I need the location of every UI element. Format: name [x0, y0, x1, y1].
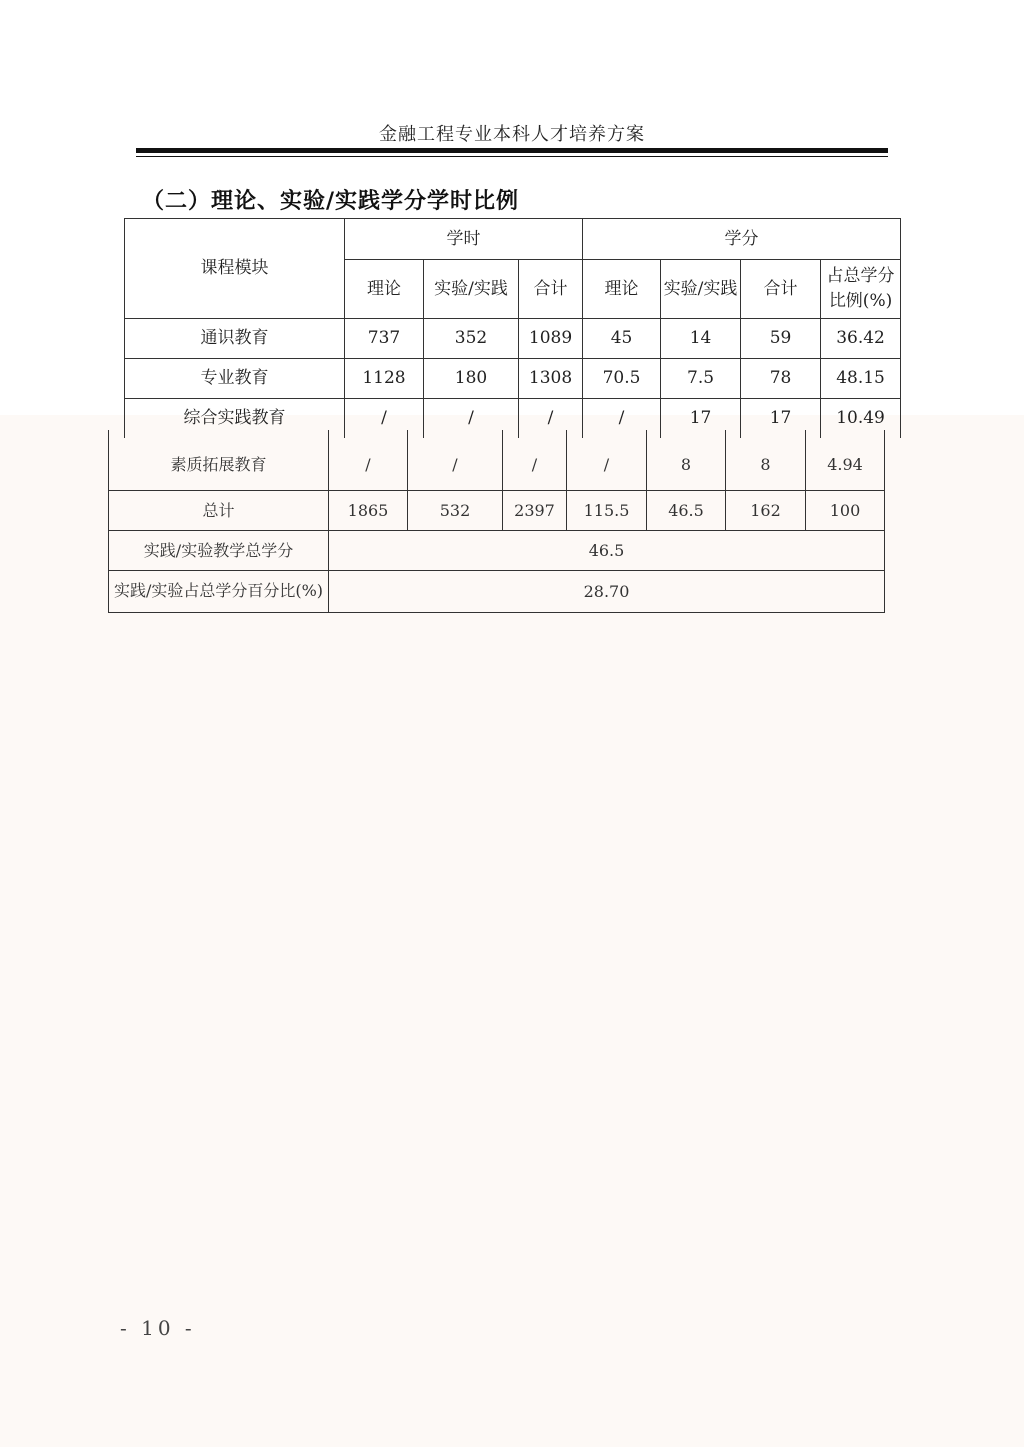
credits-total-cell: 8	[726, 430, 806, 491]
summary-value-cell: 46.5	[329, 531, 885, 571]
hours-total-cell: 2397	[503, 491, 567, 531]
credits-total-cell: 78	[741, 359, 821, 399]
credits-practice-cell: 7.5	[661, 359, 741, 399]
table-header-row	[125, 219, 901, 260]
credit-hours-table-upper	[124, 218, 901, 438]
credits-total-header: 合计	[741, 260, 821, 319]
credits-total-cell: 59	[741, 319, 821, 359]
credits-group-header: 学分	[583, 219, 901, 260]
credits-ratio-cell: 36.42	[821, 319, 901, 359]
module-name-cell: 专业教育	[125, 359, 345, 399]
credits-total-cell: 162	[726, 491, 806, 531]
credits-practice-cell: 46.5	[647, 491, 726, 531]
credits-theory-cell: 115.5	[567, 491, 647, 531]
hours-practice-cell: /	[424, 399, 519, 439]
section-title: （二）理论、实验/实践学分学时比例	[142, 189, 520, 214]
module-name-cell: 素质拓展教育	[109, 430, 329, 491]
hours-total-cell: 1089	[519, 319, 583, 359]
credits-theory-header: 理论	[583, 260, 661, 319]
hours-theory-cell: 737	[345, 319, 424, 359]
table-row	[125, 359, 901, 399]
table-row	[125, 319, 901, 359]
credit-hours-table-lower	[108, 430, 885, 613]
credits-theory-cell: 70.5	[583, 359, 661, 399]
hours-group-header: 学时	[345, 219, 583, 260]
hours-practice-header: 实验/实践	[424, 260, 519, 319]
summary-value-cell: 28.70	[329, 571, 885, 613]
header-rule-thick	[136, 148, 888, 153]
hours-total-cell: /	[503, 430, 567, 491]
table-row-total	[109, 491, 885, 531]
credits-total-cell: 17	[741, 399, 821, 439]
module-name-cell: 总计	[109, 491, 329, 531]
hours-theory-header: 理论	[345, 260, 424, 319]
credits-practice-cell: 14	[661, 319, 741, 359]
credits-ratio-cell: 100	[806, 491, 885, 531]
credits-ratio-cell: 48.15	[821, 359, 901, 399]
hours-theory-cell: 1865	[329, 491, 408, 531]
credits-practice-cell: 8	[647, 430, 726, 491]
hours-practice-cell: 180	[424, 359, 519, 399]
summary-row-practice-credits	[109, 531, 885, 571]
credits-ratio-cell: 10.49	[821, 399, 901, 439]
hours-theory-cell: /	[329, 430, 408, 491]
summary-label-cell: 实践/实验占总学分百分比(%)	[109, 571, 329, 613]
credits-theory-cell: /	[583, 399, 661, 439]
hours-practice-cell: 532	[408, 491, 503, 531]
running-header: 金融工程专业本科人才培养方案	[379, 124, 645, 145]
credits-theory-cell: 45	[583, 319, 661, 359]
credits-theory-cell: /	[567, 430, 647, 491]
header-rule-thin	[136, 156, 888, 157]
hours-theory-cell: /	[345, 399, 424, 439]
credits-practice-header: 实验/实践	[661, 260, 741, 319]
credits-ratio-cell: 4.94	[806, 430, 885, 491]
credits-practice-cell: 17	[661, 399, 741, 439]
module-header-cell: 课程模块	[125, 219, 345, 319]
credits-ratio-header: 占总学分比例(%)	[821, 260, 901, 319]
hours-total-cell: 1308	[519, 359, 583, 399]
hours-practice-cell: 352	[424, 319, 519, 359]
hours-total-cell: /	[519, 399, 583, 439]
summary-row-practice-percentage	[109, 571, 885, 613]
module-name-cell: 通识教育	[125, 319, 345, 359]
table-row	[109, 430, 885, 491]
hours-theory-cell: 1128	[345, 359, 424, 399]
summary-label-cell: 实践/实验教学总学分	[109, 531, 329, 571]
module-name-cell: 综合实践教育	[125, 399, 345, 439]
page-number: - 10 -	[120, 1316, 196, 1340]
hours-total-header: 合计	[519, 260, 583, 319]
hours-practice-cell: /	[408, 430, 503, 491]
